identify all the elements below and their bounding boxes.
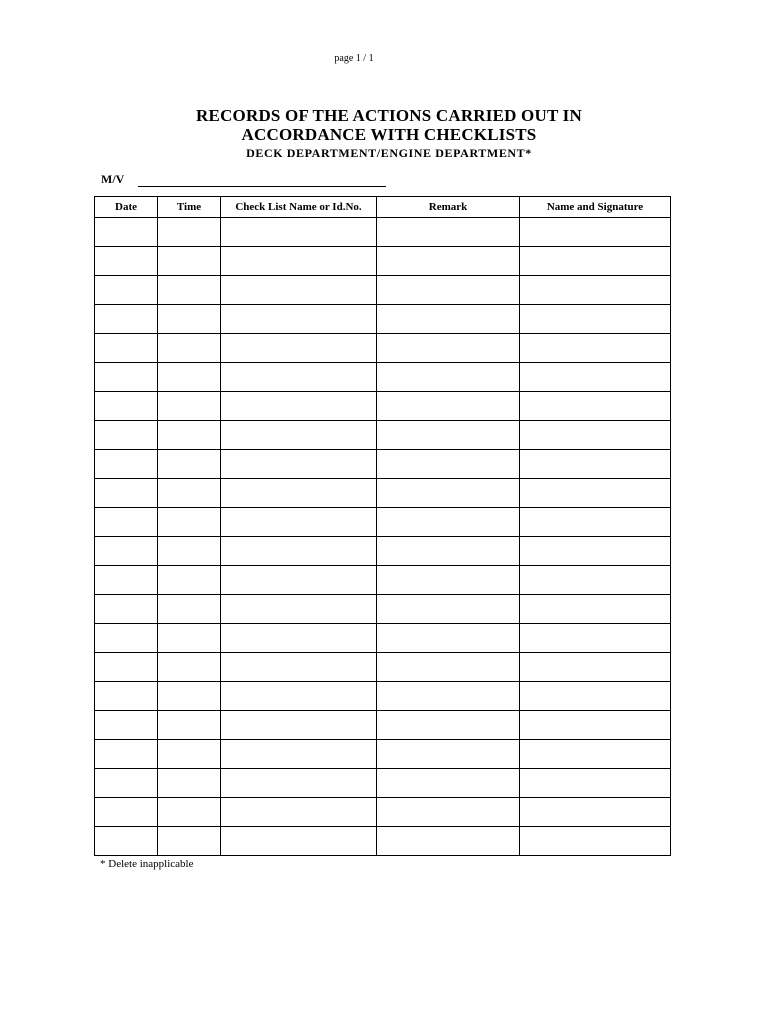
date-cell[interactable] bbox=[95, 363, 158, 392]
checklist-name-cell[interactable] bbox=[221, 247, 377, 276]
vessel-name-field[interactable] bbox=[138, 186, 386, 187]
checklist-name-cell[interactable] bbox=[221, 653, 377, 682]
checklist-name-cell[interactable] bbox=[221, 682, 377, 711]
checklist-name-cell[interactable] bbox=[221, 218, 377, 247]
remark-cell[interactable] bbox=[377, 537, 520, 566]
signature-cell[interactable] bbox=[520, 624, 671, 653]
table-row bbox=[95, 218, 671, 247]
date-cell[interactable] bbox=[95, 711, 158, 740]
remark-cell[interactable] bbox=[377, 566, 520, 595]
table-row bbox=[95, 595, 671, 624]
checklist-name-cell[interactable] bbox=[221, 508, 377, 537]
remark-cell[interactable] bbox=[377, 305, 520, 334]
table-row bbox=[95, 798, 671, 827]
signature-cell[interactable] bbox=[520, 566, 671, 595]
time-cell[interactable] bbox=[158, 769, 221, 798]
date-cell[interactable] bbox=[95, 740, 158, 769]
table-row bbox=[95, 537, 671, 566]
checklist-name-cell[interactable] bbox=[221, 334, 377, 363]
remark-cell[interactable] bbox=[377, 624, 520, 653]
signature-cell[interactable] bbox=[520, 537, 671, 566]
time-cell[interactable] bbox=[158, 827, 221, 856]
date-cell[interactable] bbox=[95, 479, 158, 508]
time-cell[interactable] bbox=[158, 595, 221, 624]
signature-cell[interactable] bbox=[520, 276, 671, 305]
remark-cell[interactable] bbox=[377, 421, 520, 450]
table-row bbox=[95, 334, 671, 363]
date-cell[interactable] bbox=[95, 595, 158, 624]
table-row bbox=[95, 566, 671, 595]
date-cell[interactable] bbox=[95, 769, 158, 798]
date-cell[interactable] bbox=[95, 827, 158, 856]
remark-cell[interactable] bbox=[377, 769, 520, 798]
table-row bbox=[95, 450, 671, 479]
remark-cell[interactable] bbox=[377, 711, 520, 740]
remark-cell[interactable] bbox=[377, 363, 520, 392]
signature-cell[interactable] bbox=[520, 450, 671, 479]
checklist-name-cell[interactable] bbox=[221, 566, 377, 595]
time-cell[interactable] bbox=[158, 421, 221, 450]
checklist-name-cell[interactable] bbox=[221, 740, 377, 769]
date-cell[interactable] bbox=[95, 508, 158, 537]
time-cell[interactable] bbox=[158, 798, 221, 827]
time-cell[interactable] bbox=[158, 305, 221, 334]
remark-cell[interactable] bbox=[377, 595, 520, 624]
checklist-name-cell[interactable] bbox=[221, 276, 377, 305]
date-cell[interactable] bbox=[95, 798, 158, 827]
remark-cell[interactable] bbox=[377, 740, 520, 769]
remark-cell[interactable] bbox=[377, 334, 520, 363]
time-cell[interactable] bbox=[158, 392, 221, 421]
signature-cell[interactable] bbox=[520, 769, 671, 798]
date-cell[interactable] bbox=[95, 392, 158, 421]
checklist-name-cell[interactable] bbox=[221, 624, 377, 653]
time-cell[interactable] bbox=[158, 363, 221, 392]
date-cell[interactable] bbox=[95, 624, 158, 653]
signature-cell[interactable] bbox=[520, 218, 671, 247]
document-subtitle: DECK DEPARTMENT/ENGINE DEPARTMENT* bbox=[246, 146, 532, 160]
date-cell[interactable] bbox=[95, 653, 158, 682]
remark-cell[interactable] bbox=[377, 798, 520, 827]
checklist-name-cell[interactable] bbox=[221, 798, 377, 827]
signature-cell[interactable] bbox=[520, 334, 671, 363]
date-cell[interactable] bbox=[95, 421, 158, 450]
document-title-line-2: ACCORDANCE WITH CHECKLISTS bbox=[241, 125, 537, 144]
table-row bbox=[95, 247, 671, 276]
signature-cell[interactable] bbox=[520, 595, 671, 624]
time-cell[interactable] bbox=[158, 479, 221, 508]
table-row bbox=[95, 508, 671, 537]
checklist-name-cell[interactable] bbox=[221, 769, 377, 798]
signature-cell[interactable] bbox=[520, 653, 671, 682]
table-row bbox=[95, 682, 671, 711]
column-header-checklist-name: Check List Name or Id.No. bbox=[221, 197, 377, 218]
date-cell[interactable] bbox=[95, 537, 158, 566]
time-cell[interactable] bbox=[158, 682, 221, 711]
time-cell[interactable] bbox=[158, 334, 221, 363]
checklist-name-cell[interactable] bbox=[221, 305, 377, 334]
signature-cell[interactable] bbox=[520, 711, 671, 740]
document-title-line-1: RECORDS OF THE ACTIONS CARRIED OUT IN bbox=[196, 106, 582, 125]
checklist-name-cell[interactable] bbox=[221, 479, 377, 508]
footnote: * Delete inapplicable bbox=[100, 858, 194, 870]
checklist-name-cell[interactable] bbox=[221, 363, 377, 392]
table-row bbox=[95, 305, 671, 334]
table-row bbox=[95, 711, 671, 740]
remark-cell[interactable] bbox=[377, 479, 520, 508]
remark-cell[interactable] bbox=[377, 247, 520, 276]
signature-cell[interactable] bbox=[520, 305, 671, 334]
remark-cell[interactable] bbox=[377, 392, 520, 421]
signature-cell[interactable] bbox=[520, 508, 671, 537]
time-cell[interactable] bbox=[158, 711, 221, 740]
column-header-date: Date bbox=[95, 197, 158, 218]
time-cell[interactable] bbox=[158, 653, 221, 682]
table-row bbox=[95, 624, 671, 653]
signature-cell[interactable] bbox=[520, 827, 671, 856]
remark-cell[interactable] bbox=[377, 827, 520, 856]
table-row bbox=[95, 653, 671, 682]
time-cell[interactable] bbox=[158, 508, 221, 537]
checklist-name-cell[interactable] bbox=[221, 711, 377, 740]
time-cell[interactable] bbox=[158, 450, 221, 479]
checklist-records-table bbox=[94, 196, 671, 856]
remark-cell[interactable] bbox=[377, 508, 520, 537]
table-row bbox=[95, 769, 671, 798]
time-cell[interactable] bbox=[158, 276, 221, 305]
time-cell[interactable] bbox=[158, 537, 221, 566]
date-cell[interactable] bbox=[95, 450, 158, 479]
date-cell[interactable] bbox=[95, 218, 158, 247]
column-header-remark: Remark bbox=[377, 197, 520, 218]
signature-cell[interactable] bbox=[520, 363, 671, 392]
time-cell[interactable] bbox=[158, 740, 221, 769]
date-cell[interactable] bbox=[95, 334, 158, 363]
checklist-name-cell[interactable] bbox=[221, 595, 377, 624]
column-header-time: Time bbox=[158, 197, 221, 218]
table-row bbox=[95, 479, 671, 508]
checklist-name-cell[interactable] bbox=[221, 450, 377, 479]
date-cell[interactable] bbox=[95, 305, 158, 334]
date-cell[interactable] bbox=[95, 682, 158, 711]
table-header-row bbox=[95, 197, 671, 218]
remark-cell[interactable] bbox=[377, 682, 520, 711]
checklist-name-cell[interactable] bbox=[221, 827, 377, 856]
signature-cell[interactable] bbox=[520, 247, 671, 276]
page-number: page 1 / 1 bbox=[334, 53, 374, 64]
table-row bbox=[95, 276, 671, 305]
time-cell[interactable] bbox=[158, 624, 221, 653]
remark-cell[interactable] bbox=[377, 276, 520, 305]
table-row bbox=[95, 421, 671, 450]
remark-cell[interactable] bbox=[377, 450, 520, 479]
signature-cell[interactable] bbox=[520, 421, 671, 450]
table-row bbox=[95, 740, 671, 769]
date-cell[interactable] bbox=[95, 247, 158, 276]
date-cell[interactable] bbox=[95, 566, 158, 595]
table-body bbox=[95, 218, 671, 856]
checklist-name-cell[interactable] bbox=[221, 537, 377, 566]
signature-cell[interactable] bbox=[520, 479, 671, 508]
checklist-name-cell[interactable] bbox=[221, 421, 377, 450]
vessel-label: M/V bbox=[101, 172, 125, 186]
signature-cell[interactable] bbox=[520, 682, 671, 711]
date-cell[interactable] bbox=[95, 276, 158, 305]
table-row bbox=[95, 392, 671, 421]
remark-cell[interactable] bbox=[377, 653, 520, 682]
time-cell[interactable] bbox=[158, 218, 221, 247]
signature-cell[interactable] bbox=[520, 798, 671, 827]
column-header-name-signature: Name and Signature bbox=[520, 197, 671, 218]
checklist-name-cell[interactable] bbox=[221, 392, 377, 421]
signature-cell[interactable] bbox=[520, 392, 671, 421]
time-cell[interactable] bbox=[158, 566, 221, 595]
table-row bbox=[95, 827, 671, 856]
signature-cell[interactable] bbox=[520, 740, 671, 769]
table-row bbox=[95, 363, 671, 392]
remark-cell[interactable] bbox=[377, 218, 520, 247]
time-cell[interactable] bbox=[158, 247, 221, 276]
